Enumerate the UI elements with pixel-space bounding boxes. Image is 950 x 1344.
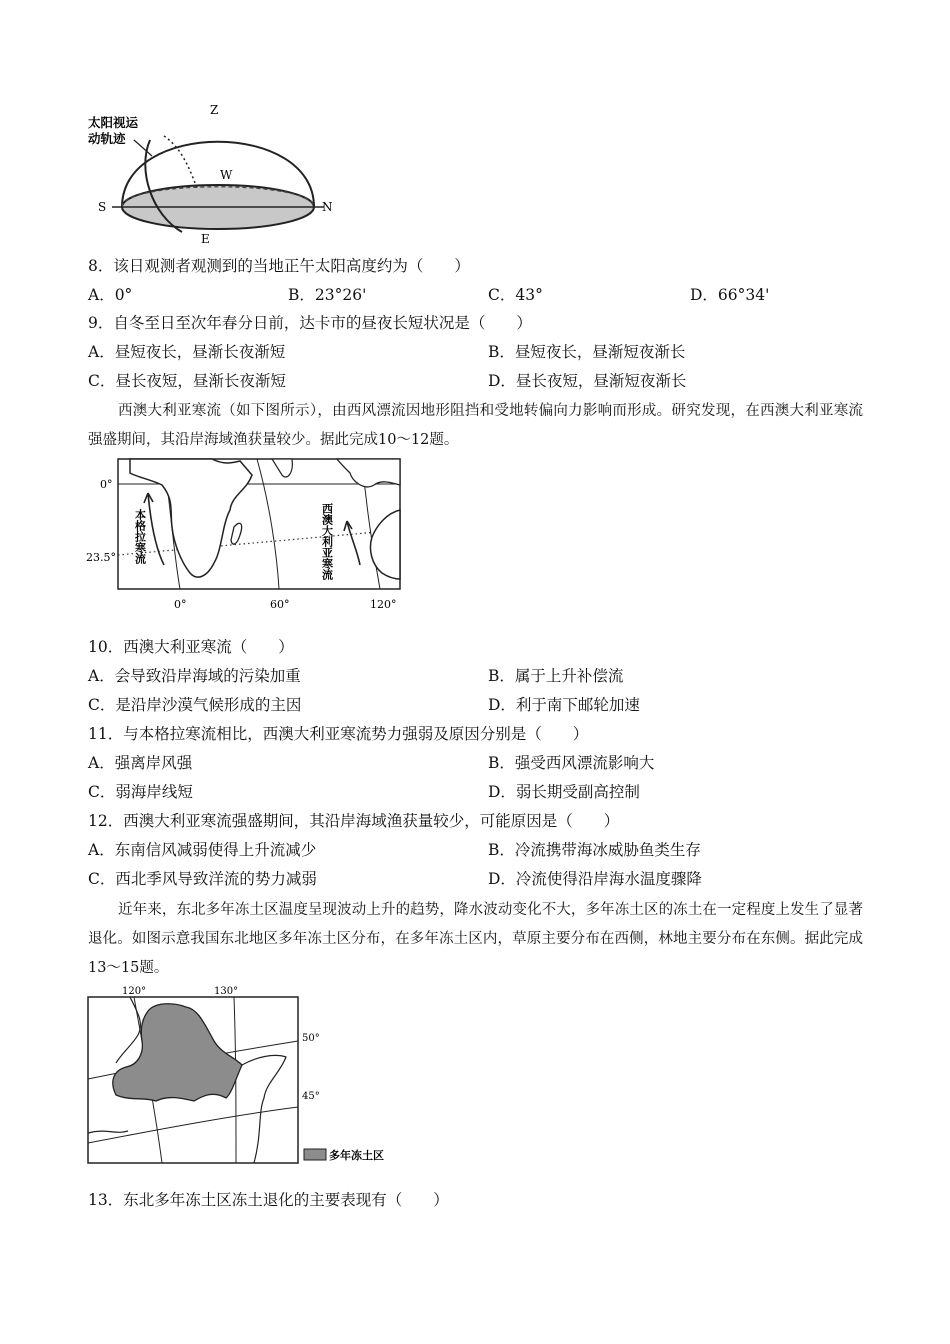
q11-option-c[interactable]: C．弱海岸线短 (88, 783, 193, 801)
legend-permafrost: 多年冻土区 (329, 1149, 384, 1162)
q12-option-c[interactable]: C．西北季风导致洋流的势力减弱 (88, 870, 317, 888)
q12-stem: 12．西澳大利亚寒流强盛期间，其沿岸海域渔获量较少，可能原因是（ ） (88, 812, 620, 830)
q12-option-d[interactable]: D．冷流使得沿岸海水温度骤降 (488, 870, 702, 888)
q9-stem: 9．自冬至日至次年春分日前，达卡市的昼夜长短状况是（ ） (88, 314, 532, 332)
q8-option-c[interactable]: C．43° (488, 286, 543, 304)
label-benguela-current: 本格拉寒流 (133, 509, 147, 564)
label-lon-0: 0° (174, 598, 187, 611)
q12-option-a[interactable]: A．东南信风减弱使得上升流减少 (88, 841, 317, 859)
q12-option-b[interactable]: B．冷流携带海冰威胁鱼类生存 (488, 841, 701, 859)
label-n: N (322, 200, 333, 214)
q11-stem: 11．与本格拉寒流相比，西澳大利亚寒流势力强弱及原因分别是（ ） (88, 725, 589, 743)
ocean-current-map (82, 455, 407, 615)
q11-option-a[interactable]: A．强离岸风强 (88, 754, 193, 772)
passage-permafrost: 近年来，东北多年冻土区温度呈现波动上升的趋势，降水波动变化不大，多年冻土区的冻土在一定程度上发生了显著退化。如图示意我国东北地区多年冻土区分布，在多年冻土区内，草原主要分布在西侧，林地主要分布在东侧。据此完成13～15题。 (88, 902, 863, 976)
caption-sun-path-2: 动轨迹 (88, 131, 126, 146)
label-lat-23-5: 23.5° (86, 551, 116, 564)
q10-option-b[interactable]: B．属于上升补偿流 (488, 667, 624, 685)
label-lat-0: 0° (100, 478, 113, 491)
label-west-australia-current: 西澳大利亚寒流 (320, 503, 334, 580)
label-s: S (98, 200, 107, 214)
q9-option-b[interactable]: B．昼短夜长，昼渐短夜渐长 (488, 343, 686, 361)
q9-option-d[interactable]: D．昼长夜短，昼渐短夜渐长 (488, 372, 687, 390)
label-lon-60: 60° (270, 598, 290, 611)
q8-stem: 8．该日观测者观测到的当地正午太阳高度约为（ ） (88, 257, 470, 275)
q11-option-d[interactable]: D．弱长期受副高控制 (488, 783, 640, 801)
q10-option-c[interactable]: C．是沿岸沙漠气候形成的主因 (88, 696, 302, 714)
q10-option-d[interactable]: D．利于南下邮轮加速 (488, 696, 640, 714)
q9-option-c[interactable]: C．昼长夜短，昼渐长夜渐短 (88, 372, 286, 390)
q10-stem: 10．西澳大利亚寒流（ ） (88, 638, 294, 656)
q8-option-b[interactable]: B．23°26' (288, 286, 367, 304)
label-lon-130: 130° (214, 986, 239, 997)
label-lon-120: 120° (122, 986, 147, 997)
label-lon-120: 120° (370, 598, 397, 611)
q13-stem: 13．东北多年冻土区冻土退化的主要表现有（ ） (88, 1191, 449, 1209)
label-lat-50: 50° (302, 1033, 320, 1044)
q11-option-b[interactable]: B．强受西风漂流影响大 (488, 754, 655, 772)
q8-option-d[interactable]: D．66°34' (690, 286, 770, 304)
q9-option-a[interactable]: A．昼短夜长，昼渐长夜渐短 (88, 343, 286, 361)
label-w: W (220, 168, 233, 182)
label-lat-45: 45° (302, 1091, 320, 1102)
q8-option-a[interactable]: A．0° (88, 286, 133, 304)
permafrost-map (86, 983, 396, 1168)
passage-west-australia-current: 西澳大利亚寒流（如下图所示），由西风漂流因地形阻挡和受地转偏向力影响而形成。研究发现，在西澳大利亚寒流强盛期间，其沿岸海域渔获量较少。据此完成10～12题。 (88, 403, 863, 448)
caption-sun-path-1: 太阳视运 (88, 115, 139, 130)
sun-path-diagram (82, 100, 352, 250)
q10-option-a[interactable]: A．会导致沿岸海域的污染加重 (88, 667, 301, 685)
label-z: Z (210, 103, 219, 117)
label-e: E (201, 232, 210, 246)
